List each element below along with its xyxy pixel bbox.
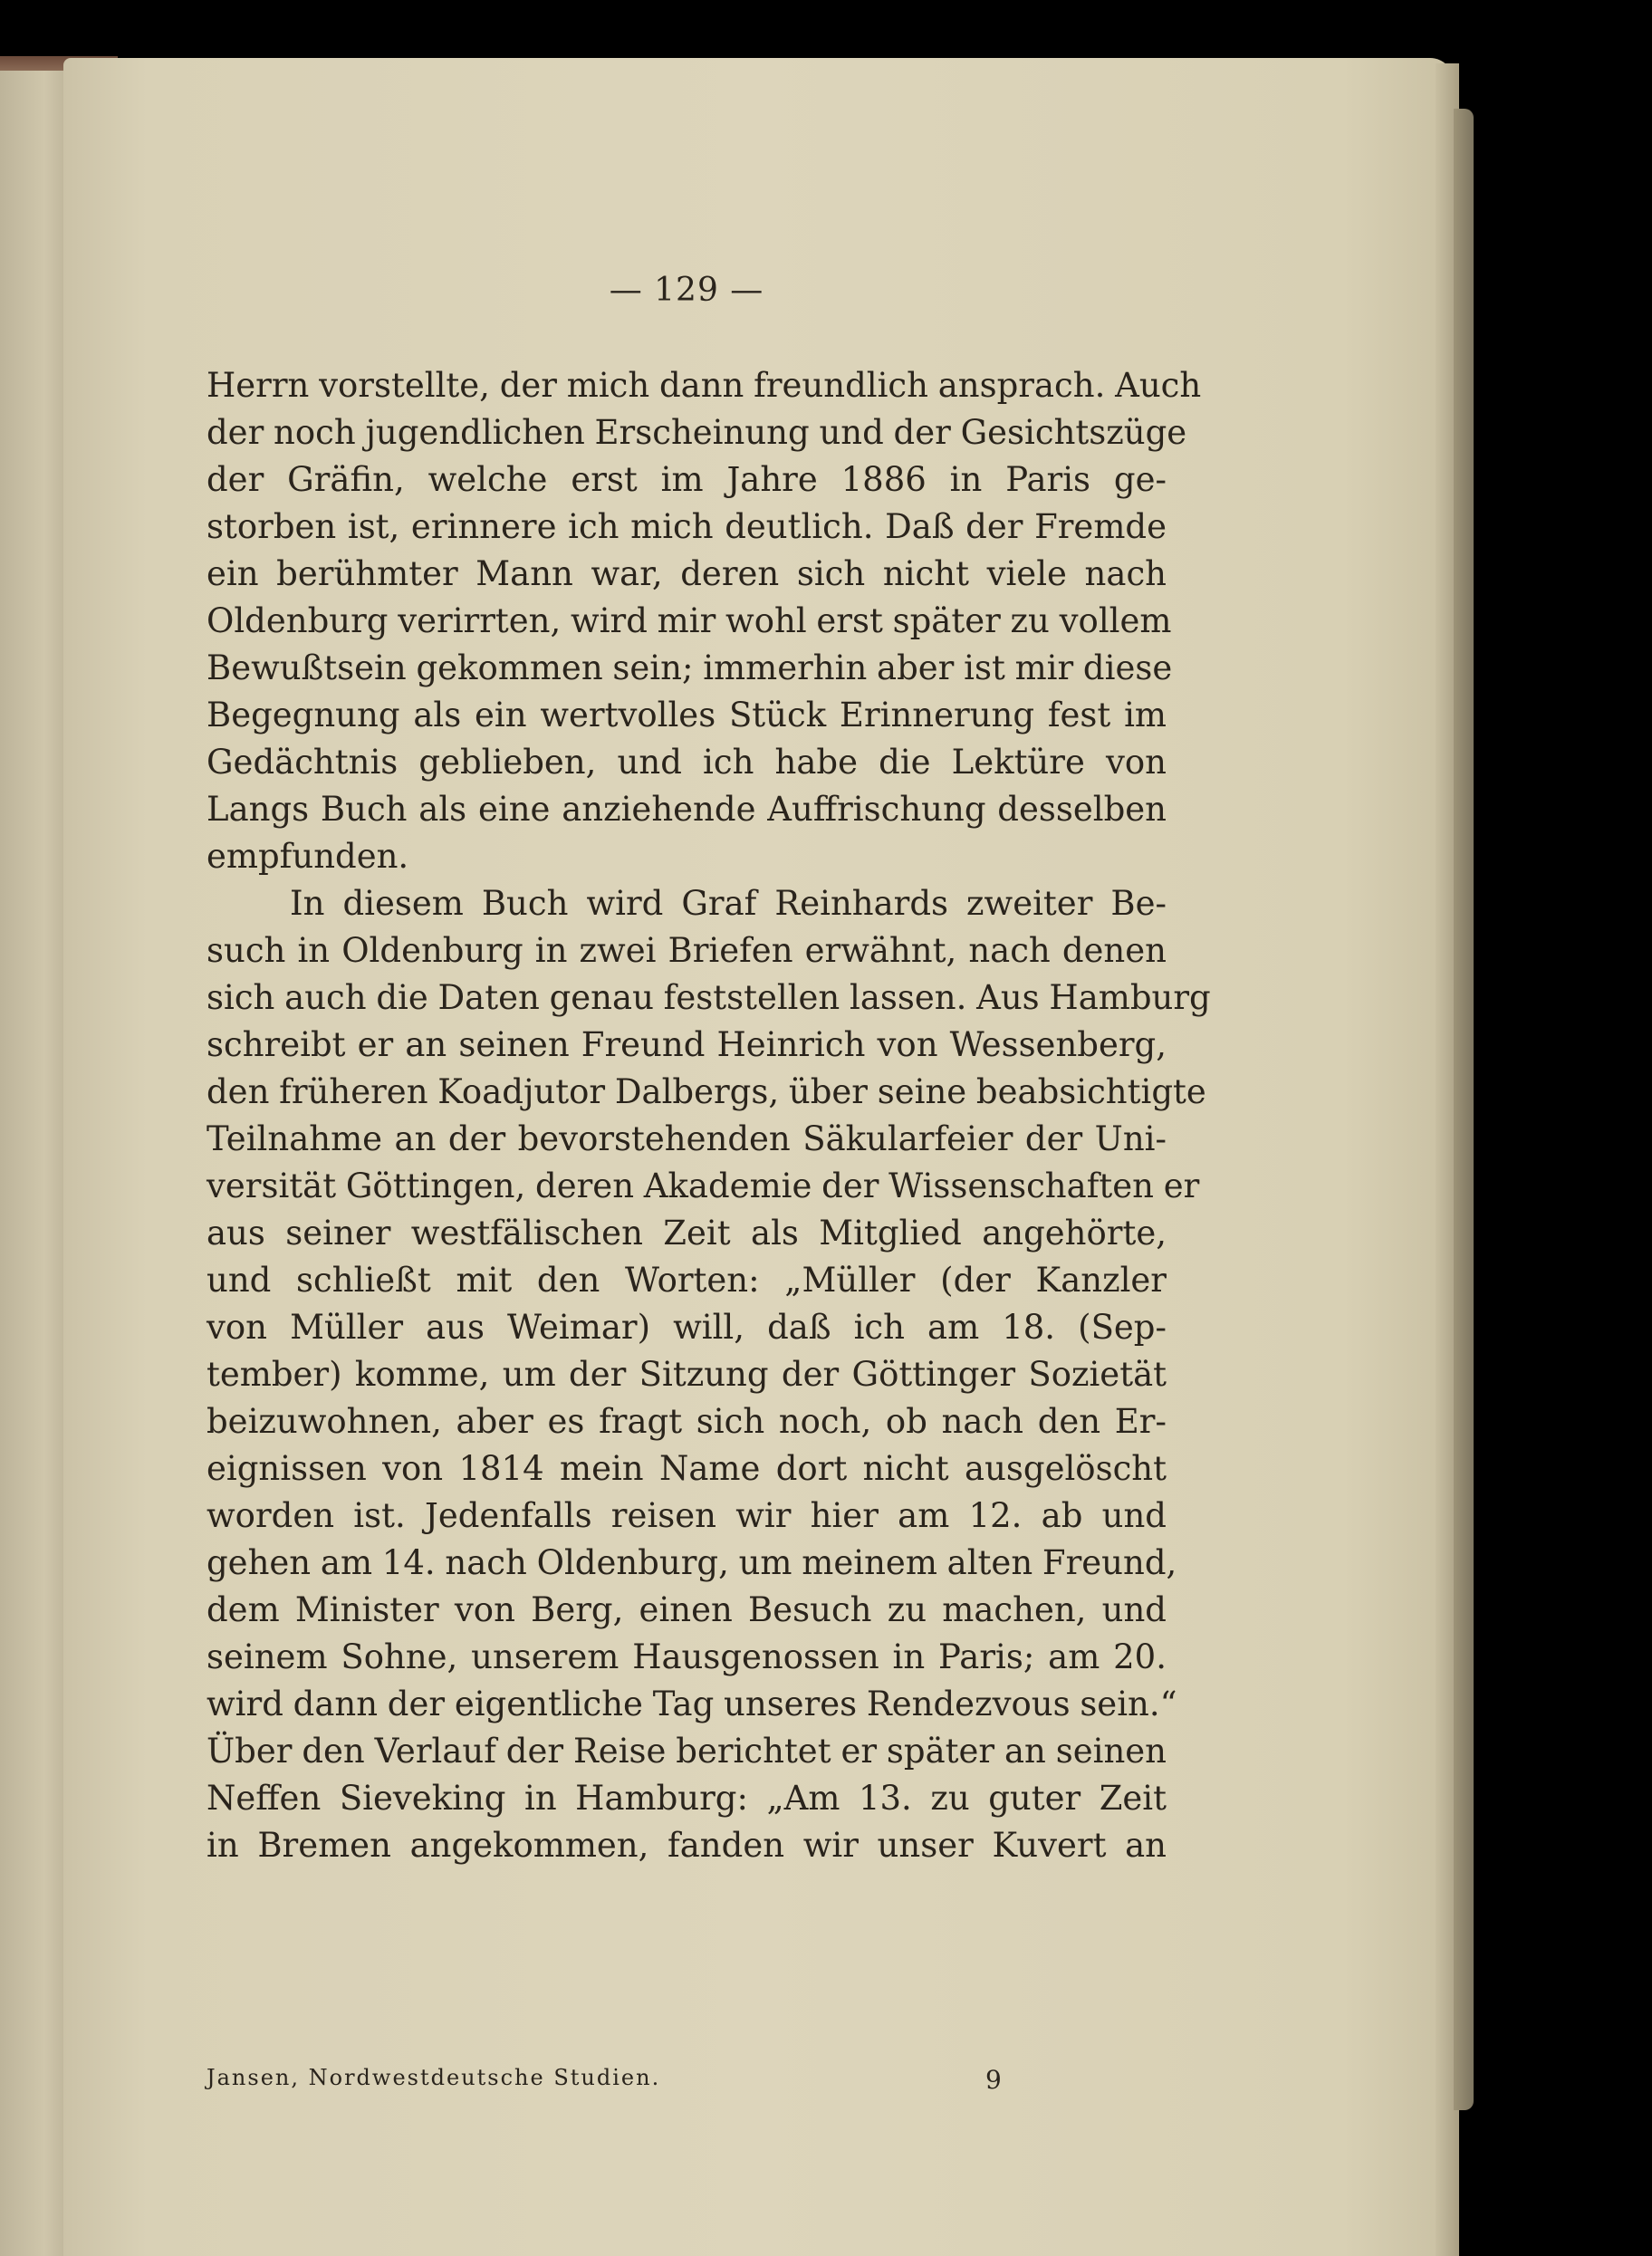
text-line: von Müller aus Weimar) will, daß ich am 18. (Sep- xyxy=(206,1308,1167,1347)
text-line: beizuwohnen, aber es fragt sich noch, ob nach den Er- xyxy=(206,1402,1167,1441)
text-line: aus seiner westfälischen Zeit als Mitglied angehörte, xyxy=(206,1214,1167,1253)
text-line: in Bremen angekommen, fanden wir unser Kuvert an xyxy=(206,1826,1167,1865)
text-line: Teilnahme an der bevorstehenden Säkularfeier der Uni- xyxy=(206,1119,1167,1158)
signature-mark: 9 xyxy=(985,2065,1002,2095)
text-line: such in Oldenburg in zwei Briefen erwähnt, nach denen xyxy=(206,931,1167,970)
text-line: Über den Verlauf der Reise berichtet er später an seinen xyxy=(206,1732,1167,1771)
text-line: gehen am 14. nach Oldenburg, um meinem alten Freund, xyxy=(206,1543,1177,1582)
text-line: Herrn vorstellte, der mich dann freundlich ansprach. Auch xyxy=(206,366,1202,405)
footer-title: Jansen, Nordwestdeutsche Studien. xyxy=(206,2065,661,2090)
text-line: Gedächtnis geblieben, und ich habe die Lektüre von xyxy=(206,743,1167,782)
page-number: — 129 — xyxy=(609,272,764,309)
text-line: Bewußtsein gekommen sein; immerhin aber ist mir diese xyxy=(206,648,1173,687)
text-line: eignissen von 1814 mein Name dort nicht ausgelöscht xyxy=(206,1449,1167,1488)
text-line: Langs Buch als eine anziehende Auffrischung desselben xyxy=(206,790,1167,829)
text-line-paragraph-start: In diesem Buch wird Graf Reinhards zweiter Be- xyxy=(290,884,1167,923)
page-stack-edge-outer xyxy=(1454,109,1474,2110)
text-line: worden ist. Jedenfalls reisen wir hier am 12. ab und xyxy=(206,1496,1167,1535)
text-line: versität Göttingen, deren Akademie der Wissenschaften er xyxy=(206,1166,1200,1205)
text-line: der Gräfin, welche erst im Jahre 1886 in Paris ge- xyxy=(206,460,1167,499)
text-line: Neffen Sieveking in Hamburg: „Am 13. zu guter Zeit xyxy=(206,1779,1167,1818)
text-line: schreibt er an seinen Freund Heinrich von Wessenberg, xyxy=(206,1025,1167,1064)
text-line: Oldenburg verirrten, wird mir wohl erst später zu vollem xyxy=(206,601,1172,640)
text-line: ein berühmter Mann war, deren sich nicht viele nach xyxy=(206,554,1167,593)
text-line: den früheren Koadjutor Dalbergs, über seine beabsichtigte xyxy=(206,1072,1206,1111)
text-line: sich auch die Daten genau feststellen lassen. Aus Hamburg xyxy=(206,978,1211,1017)
text-line: und schließt mit den Worten: „Müller (der Kanzler xyxy=(206,1261,1167,1300)
text-line: empfunden. xyxy=(206,837,409,876)
text-line: wird dann der eigentliche Tag unseres Rendezvous sein.“ xyxy=(206,1685,1177,1723)
text-line: Begegnung als ein wertvolles Stück Erinnerung fest im xyxy=(206,696,1167,734)
text-line: tember) komme, um der Sitzung der Göttinger Sozietät xyxy=(206,1355,1167,1394)
text-line: storben ist, erinnere ich mich deutlich. Daß der Fremde xyxy=(206,507,1167,546)
text-line: der noch jugendlichen Erscheinung und der Gesichtszüge xyxy=(206,413,1187,452)
text-line: seinem Sohne, unserem Hausgenossen in Paris; am 20. xyxy=(206,1637,1167,1676)
text-line: dem Minister von Berg, einen Besuch zu machen, und xyxy=(206,1590,1167,1629)
